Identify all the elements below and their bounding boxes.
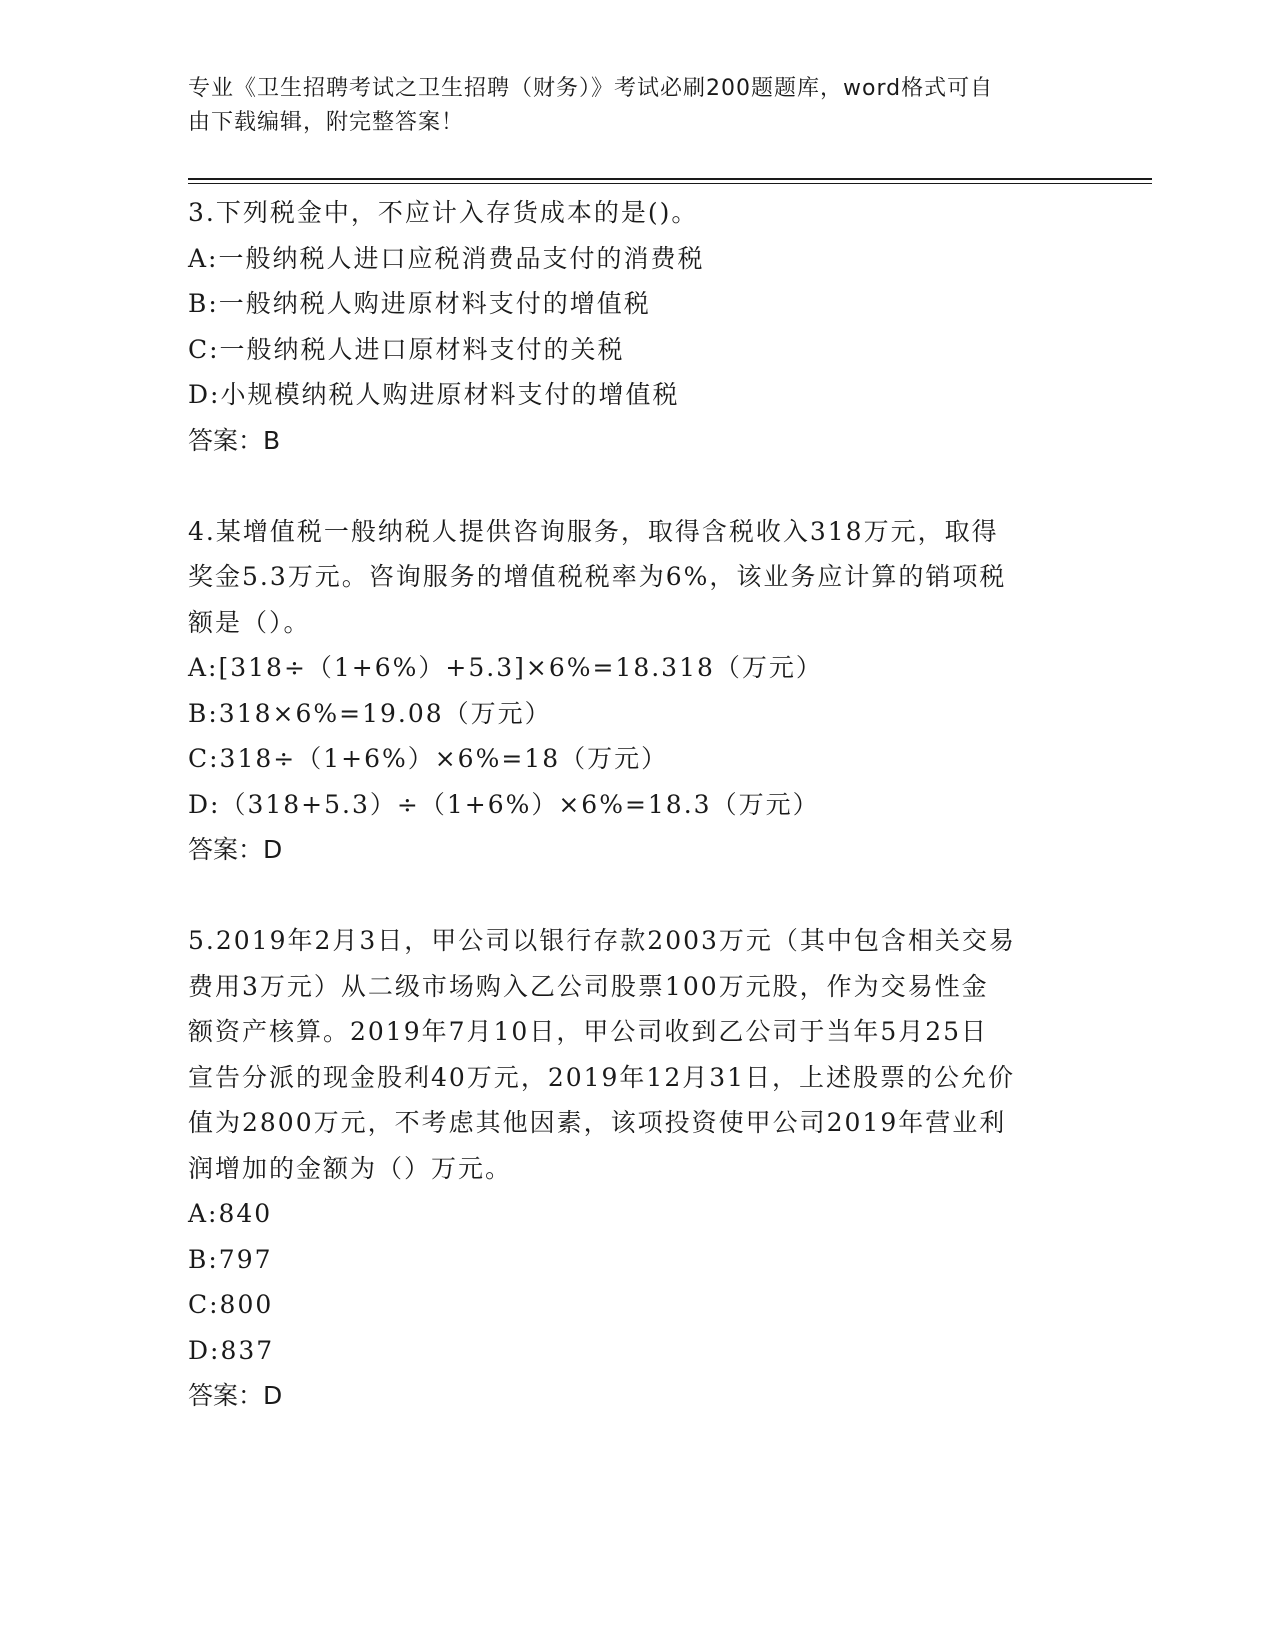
question-stem-line: 4.某增值税一般纳税人提供咨询服务，取得含税收入318万元，取得: [188, 516, 999, 546]
option-d: D:837: [188, 1335, 275, 1365]
option-a: A:840: [188, 1199, 273, 1228]
question-stem-line: 奖金5.3万元。咨询服务的增值税税率为6%，该业务应计算的销项税: [188, 562, 1007, 591]
option-a: A:[318÷（1+6%）+5.3]×6%=18.318（万元）: [188, 653, 823, 682]
question-5: [188, 918, 1088, 1419]
question-stem-line: 宣告分派的现金股利40万元，2019年12月31日，上述股票的公允价: [188, 1062, 1016, 1092]
option-b: B:一般纳税人购进原材料支付的增值税: [188, 289, 651, 318]
question-stem-line: 值为2800万元，不考虑其他因素，该项投资使甲公司2019年营业利: [188, 1108, 1007, 1137]
question-stem-line: 额资产核算。2019年7月10日，甲公司收到乙公司于当年5月25日: [188, 1017, 989, 1046]
header-divider-thin: [188, 183, 1152, 184]
question-stem-line: 润增加的金额为（）万元。: [188, 1153, 513, 1183]
question-3: [188, 190, 1088, 463]
option-d: D:小规模纳税人购进原材料支付的增值税: [188, 380, 680, 409]
question-stem-line: 5.2019年2月3日，甲公司以银行存款2003万元（其中包含相关交易: [188, 926, 1016, 955]
option-c: C:318÷（1+6%）×6%=18（万元）: [188, 744, 669, 773]
header-line-1: 专业《卫生招聘考试之卫生招聘（财务）》考试必刷200题题库，word格式可自: [188, 76, 994, 101]
option-b: B:318×6%=19.08（万元）: [188, 698, 552, 728]
question-stem-line: 额是（）。: [188, 607, 311, 637]
question-4: [188, 509, 1088, 873]
question-list: [188, 190, 1088, 1419]
answer: 答案：D: [188, 1381, 283, 1410]
option-b: B:797: [188, 1244, 273, 1274]
answer: 答案：D: [188, 835, 283, 864]
header-line-2: 由下载编辑，附完整答案！: [188, 110, 465, 135]
document-header: [188, 72, 1068, 140]
option-d: D:（318+5.3）÷（1+6%）×6%=18.3（万元）: [188, 789, 820, 819]
header-divider-thick: [188, 178, 1152, 180]
answer: 答案：B: [188, 425, 281, 455]
spacer: [188, 463, 1088, 509]
question-stem-line: 费用3万元）从二级市场购入乙公司股票100万元股，作为交易性金: [188, 971, 989, 1001]
option-c: C:一般纳税人进口原材料支付的关税: [188, 334, 625, 364]
question-stem-line: 3.下列税金中，不应计入存货成本的是()。: [188, 198, 699, 227]
option-c: C:800: [188, 1290, 274, 1319]
option-a: A:一般纳税人进口应税消费品支付的消费税: [188, 243, 705, 273]
spacer: [188, 873, 1088, 919]
